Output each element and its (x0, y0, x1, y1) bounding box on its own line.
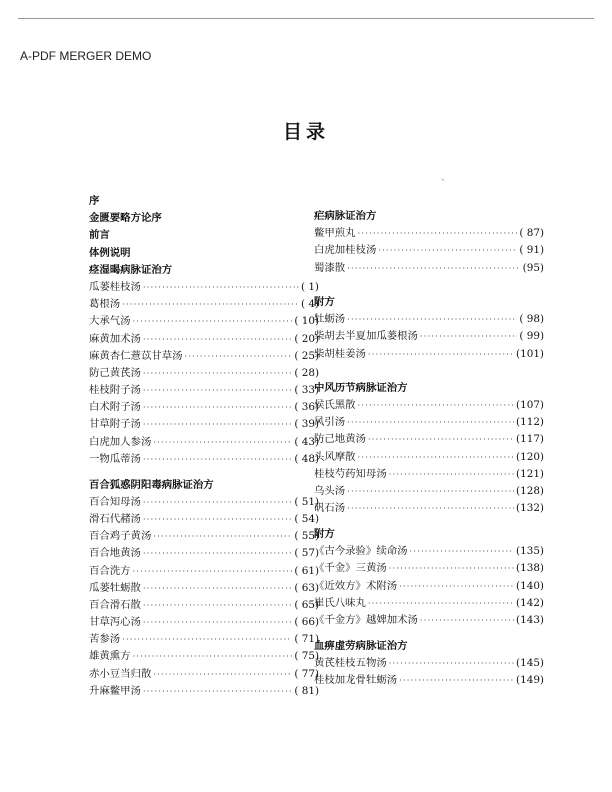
toc-entry-label: 金匮要略方论序 (89, 212, 162, 225)
toc-page-number: ( 98) (519, 313, 544, 326)
toc-entry-label: 防己黄芪汤 (89, 366, 141, 379)
toc-dot-leader (143, 580, 292, 597)
toc-entry-label: 柴胡桂姜汤 (314, 347, 366, 360)
toc-entry-label: 痉湿暍病脉证治方 (89, 263, 173, 276)
toc-entry-label: 瓜蒌牡蛎散 (89, 581, 141, 594)
toc-entry (314, 311, 544, 328)
toc-entry (89, 597, 319, 614)
toc-entry (89, 399, 319, 416)
toc-dot-leader (368, 595, 514, 612)
toc-entry-label: 蜀漆散 (314, 261, 346, 274)
toc-entry-label: 葛根汤 (89, 298, 121, 311)
toc-page-number: (142) (516, 596, 544, 609)
toc-spacer (314, 363, 544, 372)
page-title: 目录 (282, 121, 329, 143)
toc-dot-leader (122, 296, 299, 313)
toc-entry (89, 382, 319, 399)
toc-entry-label: 桂枝芍药知母汤 (314, 467, 387, 480)
toc-page-number: (145) (516, 656, 544, 669)
toc-entry-label: 头风摩散 (314, 450, 356, 463)
toc-entry-label: 序 (89, 195, 100, 207)
toc-entry (89, 666, 319, 683)
toc-entry-label: 甘草泻心汤 (89, 616, 141, 629)
toc-dot-leader (122, 631, 292, 648)
toc-spacer (314, 629, 544, 638)
toc-entry (314, 612, 544, 629)
toc-entry (89, 580, 319, 597)
toc-entry-label: 黄芪桂枝五物汤 (314, 656, 387, 669)
toc-entry-label: 桂枝加龙骨牡蛎汤 (314, 674, 398, 687)
toc-page-number: ( 48) (294, 452, 319, 465)
toc-entry (314, 242, 544, 259)
toc-dot-leader (143, 597, 292, 614)
toc-entry (89, 614, 319, 631)
toc-page-number: (117) (516, 433, 544, 446)
toc-dot-leader (420, 612, 514, 629)
toc-dot-leader (358, 225, 518, 242)
toc-dot-leader (153, 528, 292, 545)
toc-entry (314, 578, 544, 595)
toc-page-number: ( 4) (300, 298, 319, 311)
toc-page-number: ( 99) (519, 330, 544, 343)
toc-entry (314, 483, 544, 500)
toc-dot-leader (389, 466, 514, 483)
toc-page-number: ( 36) (294, 401, 319, 414)
toc-entry-label: 百合鸡子黄汤 (89, 530, 152, 543)
toc-page-number: ( 20) (294, 332, 319, 345)
toc-spacer (89, 468, 319, 477)
toc-entry (89, 563, 319, 580)
toc-page-number: ( 25) (294, 349, 319, 362)
toc-dot-leader (347, 260, 520, 277)
toc-entry (314, 500, 544, 517)
toc-entry (89, 511, 319, 528)
toc-entry-label: 《千金方》越婢加术汤 (314, 613, 418, 626)
toc-entry-label: 柴胡去半夏加瓜蒌根汤 (314, 330, 418, 343)
toc-page-number: (101) (516, 347, 544, 360)
toc-section-heading (314, 380, 544, 397)
toc-entry (89, 683, 319, 700)
toc-page-number: (143) (516, 613, 544, 626)
toc-entry (314, 672, 544, 689)
toc-dot-leader (133, 313, 293, 330)
toc-dot-leader (133, 648, 293, 665)
toc-section-heading (89, 227, 319, 244)
toc-dot-leader (133, 563, 293, 580)
toc-page-number: ( 91) (519, 244, 544, 257)
toc-dot-leader (399, 578, 514, 595)
toc-entry (89, 494, 319, 511)
toc-entry (89, 348, 319, 365)
toc-page-number: ( 54) (294, 512, 319, 525)
toc-entry-label: 麻黄杏仁薏苡甘草汤 (89, 349, 183, 362)
toc-page-number: ( 63) (294, 581, 319, 594)
toc-dot-leader (143, 331, 292, 348)
toc-entry (89, 648, 319, 665)
toc-dot-leader (153, 434, 292, 451)
toc-dot-leader (143, 382, 292, 399)
toc-dot-leader (153, 666, 292, 683)
toc-entry-label: 白虎加人参汤 (89, 435, 152, 448)
toc-entry-label: 大承气汤 (89, 315, 131, 328)
toc-page-number: (112) (516, 416, 544, 429)
toc-page-number: ( 61) (294, 564, 319, 577)
toc-dot-leader (143, 365, 292, 382)
toc-entry (89, 416, 319, 433)
toc-entry (314, 431, 544, 448)
toc-section-heading (89, 193, 319, 210)
toc-entry-label: 《近效方》术附汤 (314, 579, 398, 592)
toc-dot-leader (185, 348, 293, 365)
toc-page-number: ( 65) (294, 598, 319, 611)
toc-page-number: ( 10) (294, 315, 319, 328)
toc-entry-label: 雄黄熏方 (89, 650, 131, 663)
toc-page-number: ( 71) (294, 633, 319, 646)
toc-dot-leader (143, 494, 292, 511)
toc-column-right (314, 208, 544, 689)
toc-page-number: (121) (516, 467, 544, 480)
toc-dot-leader (358, 397, 514, 414)
toc-entry-label: 防己地黄汤 (314, 433, 366, 446)
toc-page-number: ( 28) (294, 366, 319, 379)
toc-dot-leader (143, 279, 299, 296)
toc-entry-label: 百合知母汤 (89, 495, 141, 508)
toc-dot-leader (143, 511, 292, 528)
toc-entry-label: 血痹虚劳病脉证治方 (314, 639, 408, 652)
toc-entry (314, 466, 544, 483)
toc-entry (89, 313, 319, 330)
toc-entry (314, 543, 544, 560)
toc-section-heading (314, 208, 544, 225)
toc-entry (89, 296, 319, 313)
toc-dot-leader (389, 655, 514, 672)
toc-dot-leader (358, 449, 514, 466)
toc-entry-label: 百合滑石散 (89, 598, 141, 611)
toc-entry (314, 260, 544, 277)
toc-entry (314, 346, 544, 363)
toc-page-number: (107) (516, 399, 544, 412)
toc-entry (89, 528, 319, 545)
toc-entry-label: 体例说明 (89, 246, 131, 259)
toc-entry-label: 百合洗方 (89, 564, 131, 577)
toc-page-number: (128) (516, 485, 544, 497)
toc-entry (89, 331, 319, 348)
toc-entry-label: 麻黄加术汤 (89, 332, 141, 345)
toc-entry-label: 百合狐惑阴阳毒病脉证治方 (89, 478, 214, 491)
toc-page-number: ( 39) (294, 418, 319, 431)
toc-dot-leader (378, 242, 517, 259)
toc-dot-leader (399, 672, 514, 689)
toc-section-heading (89, 262, 319, 279)
toc-entry-label: 牡蛎汤 (314, 313, 346, 326)
toc-entry-label: 瓜蒌桂枝汤 (89, 280, 141, 293)
toc-page-number: ( 57) (294, 547, 319, 560)
scan-speck: 、 (441, 173, 451, 183)
toc-page-number: (135) (516, 545, 544, 558)
toc-entry-label: 前言 (89, 229, 110, 242)
toc-entry-label: 乌头汤 (314, 485, 346, 497)
toc-entry (89, 365, 319, 382)
toc-entry (314, 595, 544, 612)
toc-entry (314, 560, 544, 577)
toc-spacer (314, 277, 544, 286)
toc-dot-leader (347, 311, 517, 328)
toc-entry (89, 434, 319, 451)
toc-dot-leader (143, 614, 292, 631)
toc-entry (89, 631, 319, 648)
toc-dot-leader (143, 683, 292, 700)
toc-entry (89, 545, 319, 562)
toc-entry-label: 白虎加桂枝汤 (314, 244, 377, 257)
toc-column-left (89, 193, 319, 700)
toc-dot-leader (410, 543, 515, 560)
watermark-text: A-PDF MERGER DEMO (20, 49, 152, 63)
toc-page-number: ( 81) (294, 684, 319, 697)
toc-dot-leader (143, 545, 292, 562)
toc-entry-label: 一物瓜蒂汤 (89, 452, 141, 465)
toc-page-number: ( 87) (519, 227, 544, 240)
toc-dot-leader (368, 431, 514, 448)
toc-spacer (314, 371, 544, 380)
toc-page-number: ( 43) (294, 435, 319, 448)
toc-section-heading (314, 526, 544, 543)
toc-page-number: (120) (516, 450, 544, 463)
toc-entry (89, 279, 319, 296)
toc-entry-label: 百合地黄汤 (89, 547, 141, 560)
toc-section-heading (89, 210, 319, 227)
toc-spacer (314, 285, 544, 294)
toc-section-heading (89, 477, 319, 494)
toc-entry-label: 甘草附子汤 (89, 418, 141, 431)
toc-entry (89, 451, 319, 468)
toc-entry-label: 《千金》三黄汤 (314, 562, 387, 575)
toc-section-heading (314, 638, 544, 655)
toc-spacer (314, 517, 544, 526)
toc-entry-label: 桂枝附子汤 (89, 384, 141, 397)
toc-dot-leader (368, 346, 514, 363)
toc-dot-leader (389, 560, 514, 577)
toc-dot-leader (143, 399, 292, 416)
toc-page-number: (95) (522, 261, 544, 274)
toc-dot-leader (143, 451, 292, 468)
toc-dot-leader (347, 500, 514, 517)
toc-entry-label: 白术附子汤 (89, 401, 141, 414)
toc-page-number: ( 55) (294, 530, 319, 543)
toc-dot-leader (143, 416, 292, 433)
toc-page-number: ( 51) (294, 495, 319, 508)
toc-entry-label: 矾石汤 (314, 502, 346, 515)
toc-section-heading (89, 245, 319, 262)
toc-entry-label: 崔氏八味丸 (314, 596, 366, 609)
toc-page-number: (138) (516, 562, 544, 575)
toc-entry (314, 655, 544, 672)
toc-dot-leader (420, 328, 517, 345)
toc-section-heading (314, 294, 544, 311)
toc-entry-label: 风引汤 (314, 416, 346, 429)
toc-entry (314, 414, 544, 431)
toc-entry-label: 《古今录验》续命汤 (314, 545, 408, 558)
toc-page-number: ( 77) (294, 667, 319, 680)
toc-entry (314, 449, 544, 466)
toc-page-number: (149) (516, 674, 544, 687)
toc-entry-label: 附方 (314, 295, 335, 308)
toc-entry-label: 附方 (314, 527, 335, 540)
toc-page-number: ( 1) (300, 280, 319, 293)
top-rule (18, 18, 594, 19)
toc-entry (314, 397, 544, 414)
toc-entry-label: 鳖甲煎丸 (314, 227, 356, 240)
toc-page-number: ( 66) (294, 616, 319, 629)
toc-page-number: ( 33) (294, 384, 319, 397)
toc-entry-label: 升麻鳖甲汤 (89, 684, 141, 697)
toc-page-number: (132) (516, 502, 544, 515)
toc-page-number: (140) (516, 579, 544, 592)
toc-page-number: ( 75) (294, 650, 319, 663)
toc-entry-label: 侯氏黑散 (314, 399, 356, 412)
toc-entry-label: 赤小豆当归散 (89, 667, 152, 680)
toc-entry-label: 中风历节病脉证治方 (314, 381, 408, 394)
toc-dot-leader (347, 483, 514, 500)
toc-entry-label: 疟病脉证治方 (314, 210, 377, 222)
toc-entry (314, 225, 544, 242)
toc-dot-leader (347, 414, 514, 431)
toc-entry-label: 苦参汤 (89, 633, 121, 646)
toc-entry-label: 滑石代赭汤 (89, 512, 141, 525)
toc-entry (314, 328, 544, 345)
